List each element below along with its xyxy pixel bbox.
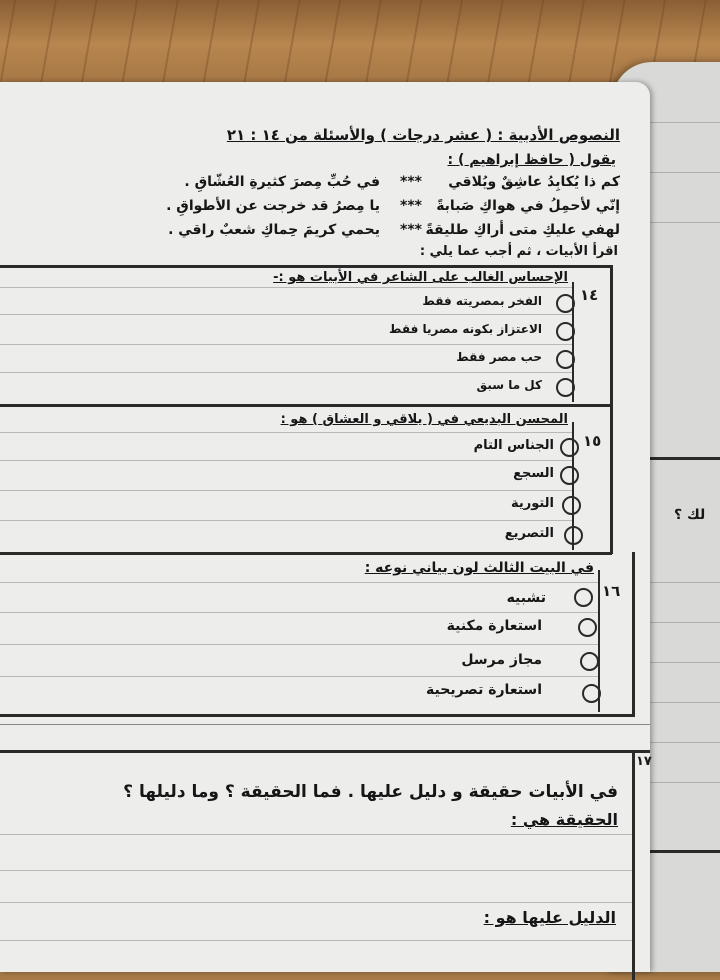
question-14-option-4-radio[interactable] (556, 378, 575, 397)
question-15-option-2-radio[interactable] (560, 466, 579, 485)
question-16-option-3-radio[interactable] (580, 652, 599, 671)
verse-2-left: يا مِصرُ قد خرجت عن الأطواقِ . (166, 198, 380, 214)
question-17-text: في الأبيات حقيقة و دليل عليها . فما الحقيقة ؟ وما دليلها ؟ (123, 782, 618, 802)
verse-1-right: كم ذا يُكابِدُ عاشِقٌ ويُلاقي (448, 174, 620, 190)
question-14-option-2-label: الاعتزاز بكونه مصريا فقط (388, 322, 542, 336)
question-14-option-3-label: حب مصر فقط (456, 350, 542, 364)
question-16-option-4-radio[interactable] (582, 684, 601, 703)
truth-answer-line-2[interactable] (0, 870, 632, 871)
question-14-option-1-radio[interactable] (556, 294, 575, 313)
question-15-option-4-label: التصريع (504, 526, 554, 541)
question-16-option-2-label: استعارة مكنية (446, 618, 542, 634)
question-15-option-3-label: التورية (510, 496, 554, 511)
question-16-text: في البيت الثالث لون بياني نوعه : (364, 560, 594, 576)
question-14-text: الإحساس الغالب على الشاعر في الأبيات هو :- (273, 270, 568, 285)
section-heading: النصوص الأدبية : ( عشر درجات ) والأسئلة من ١٤ : ٢١ (226, 126, 620, 144)
question-15-number: ١٥ (583, 432, 602, 450)
question-14-option-2-radio[interactable] (556, 322, 575, 341)
question-14-option-4-label: كل ما سبق (476, 378, 542, 392)
question-16-option-1-radio[interactable] (574, 588, 593, 607)
question-16-number: ١٦ (602, 582, 621, 600)
question-17-number: ١٧ (636, 754, 652, 769)
question-15-option-1-label: الجناس التام (473, 438, 554, 453)
poet-line: يقول ( حافظ إبراهيم ) : (447, 152, 616, 168)
evidence-label: الدليل عليها هو : (483, 908, 616, 927)
verse-2-separator: *** (400, 198, 422, 214)
question-14-option-1-label: الفخر بمصريته فقط (422, 294, 542, 308)
question-15-option-2-label: السجع (513, 466, 554, 481)
truth-answer-line-3[interactable] (0, 902, 632, 903)
question-16-option-2-radio[interactable] (578, 618, 597, 637)
question-16-option-1-label: تشبيه (506, 590, 546, 606)
question-15-text: المحسن البديعي في ( يلاقي و العشاق ) هو : (280, 412, 568, 427)
verse-3-separator: *** (400, 222, 422, 238)
adjacent-page-fragment: لك ؟ (674, 507, 706, 523)
verse-2-right: إنّي لأحمِلُ في هواكِ صَبابةً (436, 198, 620, 214)
verse-1-left: في حُبِّ مِصرَ كثيرةِ العُشّاقِ . (184, 174, 380, 190)
verse-3-right: لهفي عليكِ متى أراكِ طليقةً (425, 222, 620, 238)
exam-page (0, 82, 650, 972)
question-14-option-3-radio[interactable] (556, 350, 575, 369)
question-15-option-4-radio[interactable] (564, 526, 583, 545)
question-14-number: ١٤ (580, 286, 599, 304)
question-15-option-3-radio[interactable] (562, 496, 581, 515)
evidence-answer-line[interactable] (0, 940, 632, 941)
instruction: اقرأ الأبيات ، ثم أجب عما يلي : (419, 244, 618, 259)
truth-label: الحقيقة هي : (510, 810, 618, 829)
verse-3-left: يحمي كريمَ حِماكِ شعبٌ راقي . (168, 222, 380, 238)
question-16-option-3-label: مجاز مرسل (461, 652, 542, 668)
verse-1-separator: *** (400, 174, 422, 190)
question-16-option-4-label: استعارة تصريحية (426, 682, 542, 698)
truth-answer-line-1[interactable] (0, 834, 632, 835)
question-15-option-1-radio[interactable] (560, 438, 579, 457)
